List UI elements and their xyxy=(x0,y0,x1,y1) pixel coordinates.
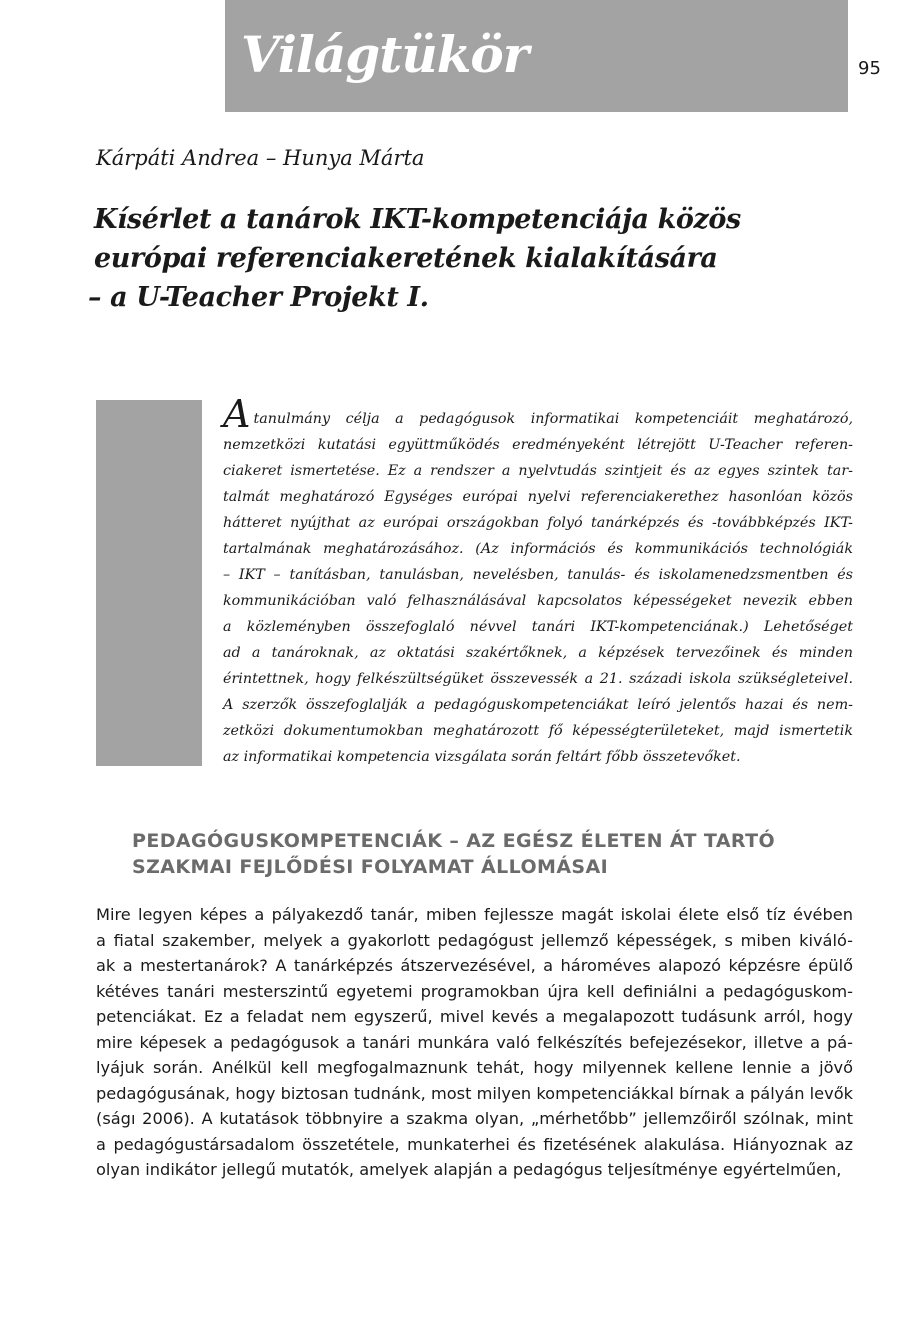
page-number: 95 xyxy=(858,58,881,79)
subheading-line: PEDAGÓGUSKOMPETENCIÁK – AZ EGÉSZ ÉLETEN ÁT TARTÓ xyxy=(132,830,776,852)
section-title: Világtükör xyxy=(241,25,529,84)
article-title-line: – a U-Teacher Projekt I. xyxy=(88,282,429,313)
abstract-line: – IKT – tanításban, tanulásban, nevelésben, tanulás- és iskolamenedzsmentben és xyxy=(223,567,853,583)
abstract-line: zetközi dokumentumokban meghatározott fő képességterületeket, majd ismertetik xyxy=(223,723,853,739)
article-title-line: Kísérlet a tanárok IKT-kompetenciája közös xyxy=(94,204,741,235)
abstract-line: A szerzők összefoglalják a pedagóguskompetenciákat leíró jelentős hazai és nem- xyxy=(223,697,853,713)
body-paragraph xyxy=(96,902,853,1183)
subheading-line: SZAKMAI FEJLŐDÉSI FOLYAMAT ÁLLOMÁSAI xyxy=(132,856,609,878)
body-line: pedagógusának, hogy biztosan tudnánk, most milyen kompetenciákkal bírnak a pályán levők xyxy=(96,1083,853,1103)
body-line: olyan indikátor jellegű mutatók, amelyek alapján a pedagógus teljesítménye egyértelműen, xyxy=(96,1160,842,1179)
drop-cap: A xyxy=(223,392,251,436)
abstract-line: az informatikai kompetencia vizsgálata során feltárt főbb összetevőket. xyxy=(223,749,741,765)
body-line: mire képesek a pedagógusok a tanári munkára való felkészítés befejezésekor, illetve a pá- xyxy=(96,1032,853,1052)
article-authors: Kárpáti Andrea – Hunya Márta xyxy=(96,146,425,170)
abstract-line: hátteret nyújthat az európai országokban folyó tanárképzés és -továbbképzés IKT- xyxy=(223,515,853,531)
article-title xyxy=(88,200,854,317)
body-line: ak a mestertanárok? A tanárképzés átszervezésével, a hároméves alapozó képzésre épülő xyxy=(96,956,853,975)
body-line: petenciákat. Ez a feladat nem egyszerű, mivel kevés a megalapozott tudásunk arról, hogy xyxy=(96,1007,853,1026)
body-line: kétéves tanári mesterszintű egyetemi programokban újra kell definiálni a pedagóguskom- xyxy=(96,981,853,1001)
section-subheading xyxy=(132,828,832,880)
abstract-line: érintettnek, hogy felkészültségüket összevessék a 21. századi iskola szükségleteivel. xyxy=(223,671,853,687)
abstract-line: nemzetközi kutatási együttműködés eredményeként létrejött U-Teacher referen- xyxy=(223,437,853,453)
body-line: a pedagógustársadalom összetétele, munkaterhei és fizetésének alakulása. Hiányoznak az xyxy=(96,1134,853,1154)
abstract-line: talmát meghatározó Egységes európai nyelvi referenciakerethez hasonlóan közös xyxy=(223,489,853,505)
abstract-line: kommunikációban való felhasználásával kapcsolatos képességeket nevezik ebben xyxy=(223,593,853,609)
section-header-band xyxy=(225,0,848,112)
abstract-line: ciakeret ismertetése. Ez a rendszer a nyelvtudás szintjeit és az egyes szintek tar- xyxy=(223,463,853,479)
abstract-line: Atanulmány célja a pedagógusok informatikai kompetenciáit meghatározó, xyxy=(223,392,853,436)
abstract-line: tartalmának meghatározásához. (Az információs és kommunikációs technológiák xyxy=(223,541,853,557)
abstract xyxy=(223,392,853,770)
body-line: a fiatal szakember, melyek a gyakorlott pedagógust jellemző képességek, s miben kiváló- xyxy=(96,930,853,950)
abstract-line: ad a tanároknak, az oktatási szakértőknek, a képzések tervezőinek és minden xyxy=(223,645,853,661)
body-line: (ságı 2006). A kutatások többnyire a szakma olyan, „mérhetőbb” jellemzőiről szólnak, mint xyxy=(96,1109,853,1128)
body-line: lyájuk során. Anélkül kell megfogalmaznunk tehát, hogy milyennek kellene lennie a jövő xyxy=(96,1058,853,1077)
body-line: Mire legyen képes a pályakezdő tanár, miben fejlessze magát iskolai élete első tíz évében xyxy=(96,905,853,924)
abstract-side-bar xyxy=(96,400,202,766)
article-title-line: európai referenciakeretének kialakítására xyxy=(94,243,718,274)
abstract-line: a közleményben összefoglaló névvel tanári IKT-kompetenciának.) Lehetőséget xyxy=(223,619,853,635)
